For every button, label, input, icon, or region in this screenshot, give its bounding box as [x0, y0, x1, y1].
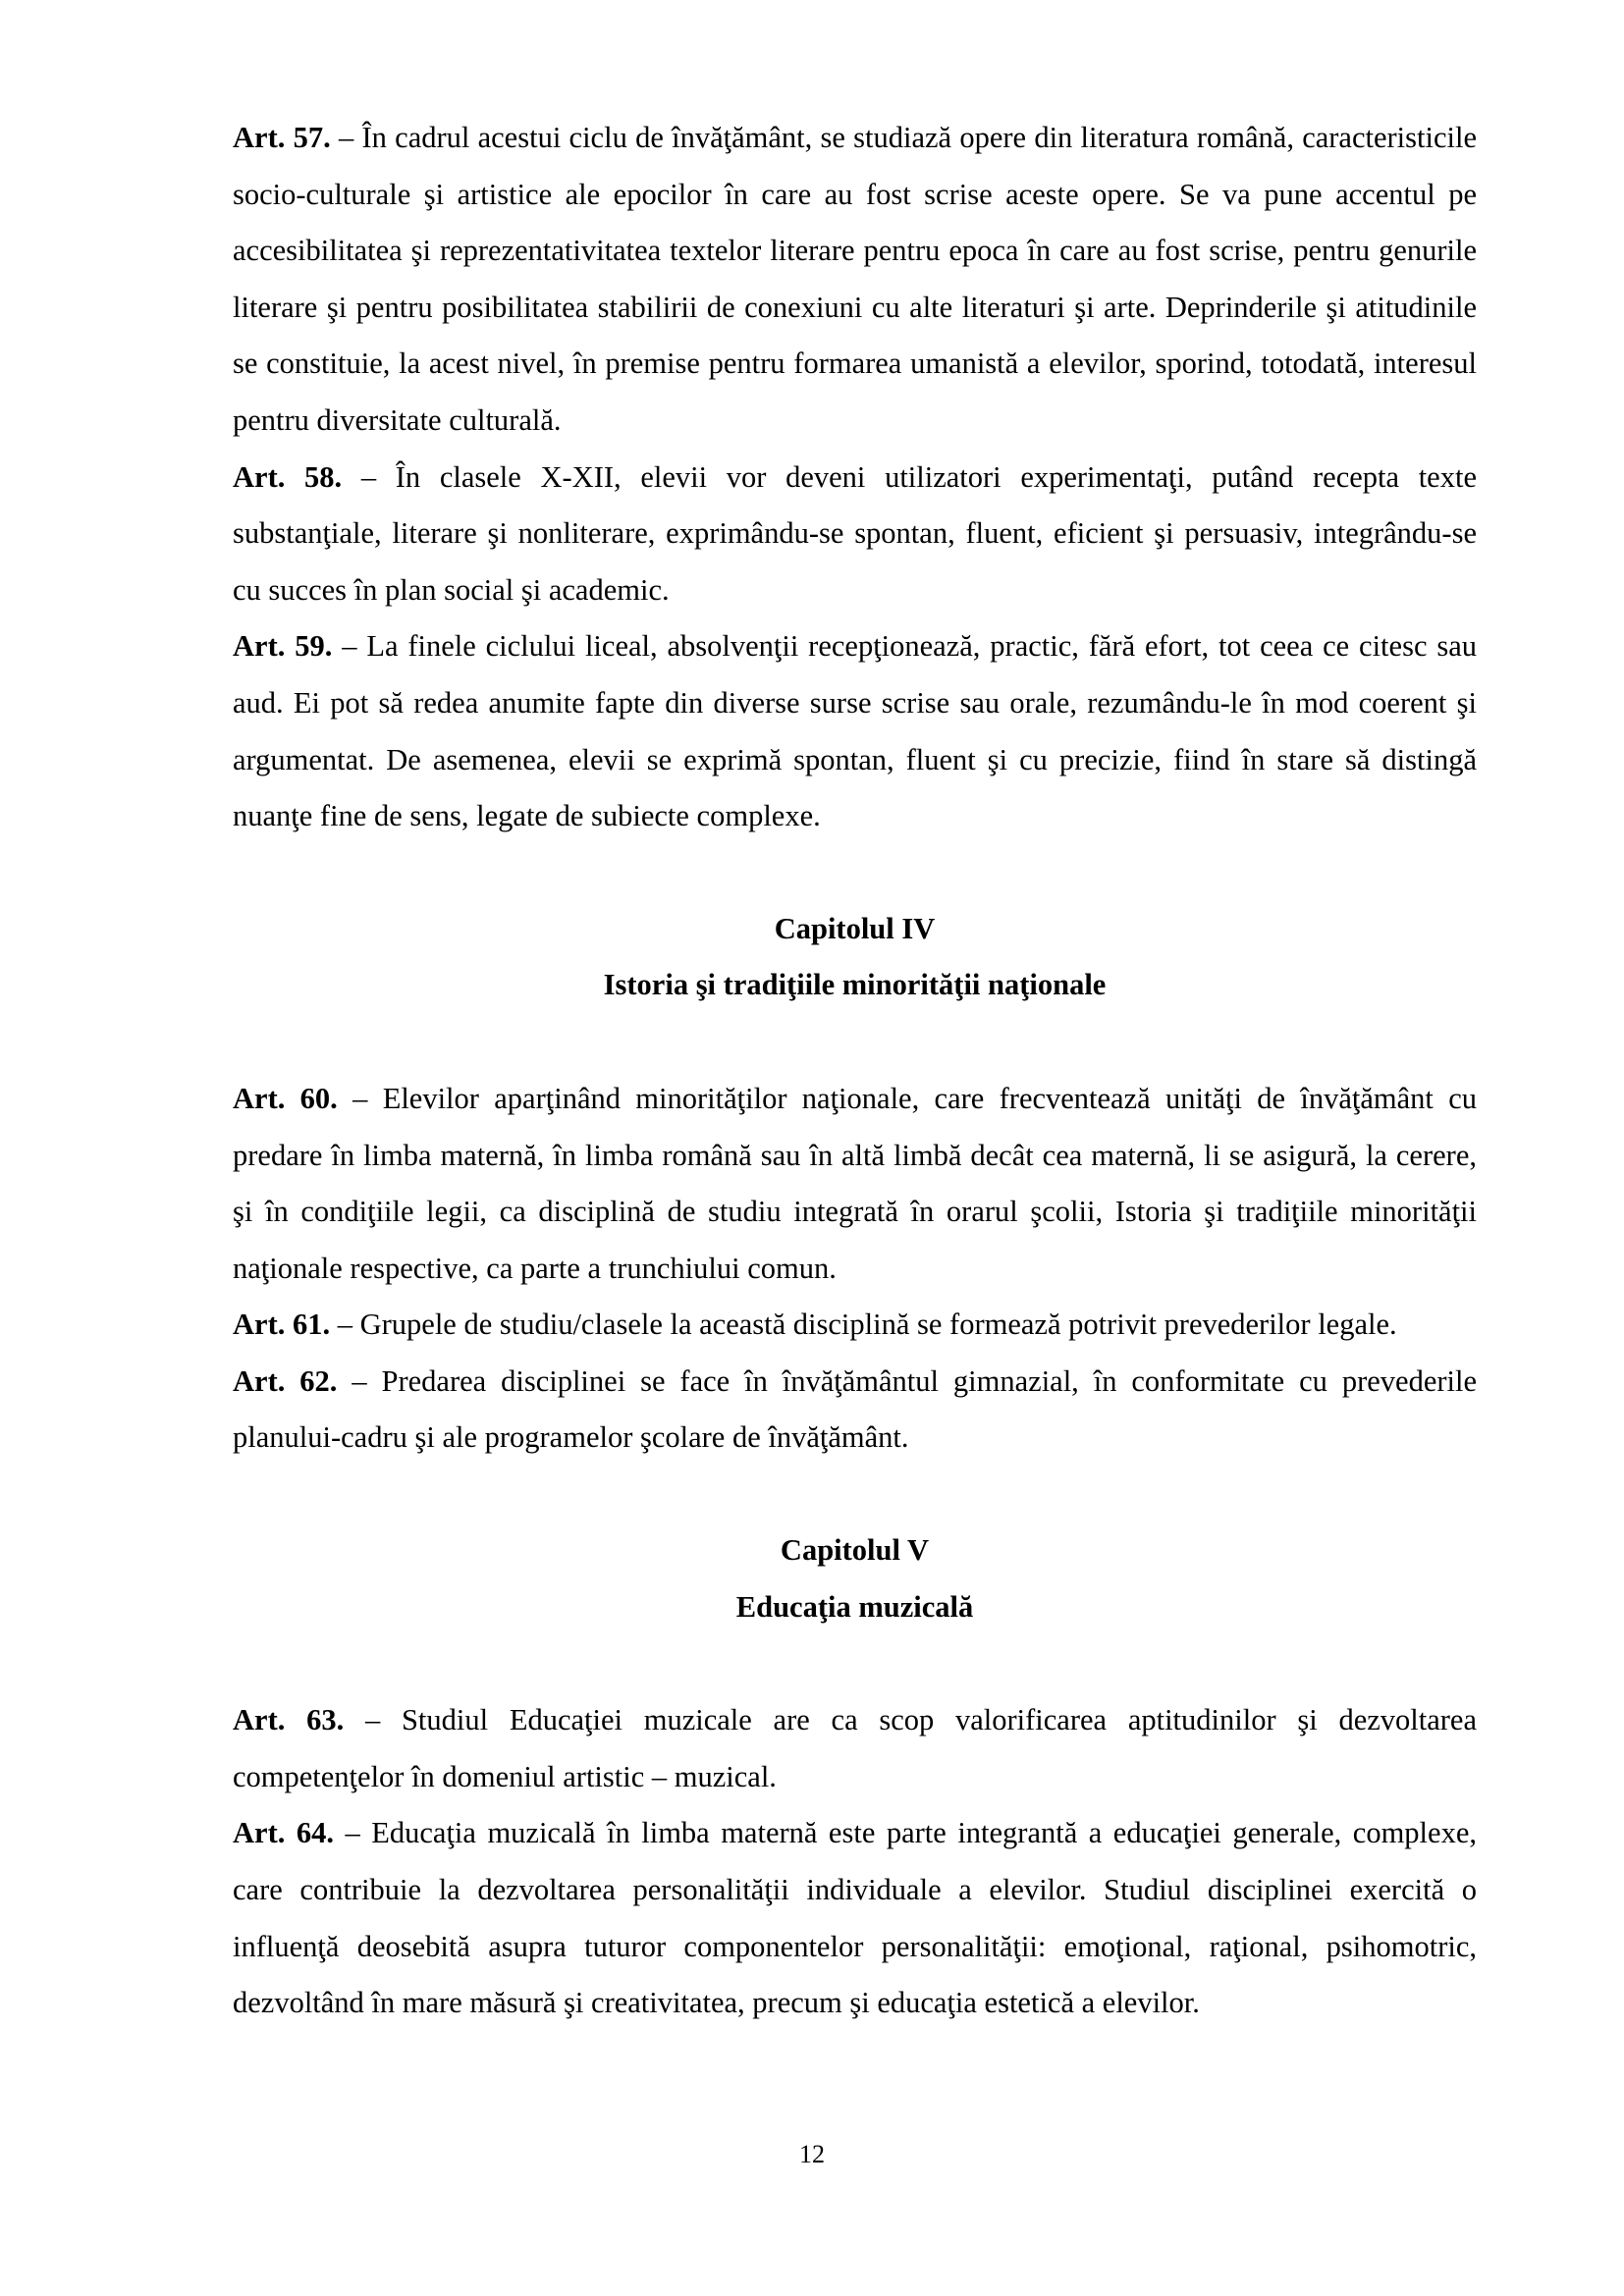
chapter-number: Capitolul IV: [774, 911, 936, 945]
chapter-number: Capitolul V: [780, 1533, 930, 1568]
article-text: – Elevilor aparţinând minorităţilor naţionale, care frecventează unităţi de învăţământ cu predare în limba maternă, în limba română sau în altă limbă decât cea maternă, li se asigură, la cerere, şi în condiţiile legii, ca disciplină de studiu integrată în orarul şcolii, Istoria şi tradiţiile minorităţii naţionale respective, ca parte a trunchiului comun.: [233, 1081, 1477, 1285]
article-text: – Studiul Educaţiei muzicale are ca scop valorificarea aptitudinilor şi dezvoltarea competenţelor în domeniul artistic – muzical.: [233, 1703, 1477, 1793]
article-label: Art. 60.: [233, 1081, 338, 1115]
article-62: [233, 1354, 1477, 1467]
article-text: – În cadrul acestui ciclu de învăţământ, se studiază opere din literatura română, caracteristicile socio-culturale şi artistice ale epocilor în care au fost scrise aceste opere. Se va pune accentul pe accesibilitatea şi reprezentativitatea textelor literare pentru epoca în care au fost scrise, pentru genurile literare şi pentru posibilitatea stabilirii de conexiuni cu alte literaturi şi arte. Deprinderile şi atitudinile se constituie, la acest nivel, în premise pentru formarea umanistă a elevilor, sporind, totodată, interesul pentru diversitate culturală.: [233, 121, 1477, 437]
chapter-iv: [233, 901, 1477, 1467]
article-57: [233, 110, 1477, 450]
article-text: – Educaţia muzicală în limba maternă este parte integrantă a educaţiei generale, complexe, care contribuie la dezvoltarea personalităţii individuale a elevilor. Studiul disciplinei exercită o influenţă deosebită asupra tuturor componentelor personalităţii: emoţional, raţional, psihomotric, dezvoltând în mare măsură şi creativitatea, precum şi educaţia estetică a elevilor.: [233, 1816, 1477, 2020]
article-text: – Predarea disciplinei se face în învăţământul gimnazial, în conformitate cu prevederile planului-cadru şi ale programelor şcolare de învăţământ.: [233, 1363, 1477, 1455]
article-text: – În clasele X-XII, elevii vor deveni utilizatori experimentaţi, putând recepta texte substanţiale, literare şi nonliterare, exprimându-se spontan, fluent, eficient şi persuasiv, integrându-se cu succes în plan social şi academic.: [233, 459, 1477, 607]
chapter-v: [233, 1522, 1477, 2032]
article-label: Art. 63.: [233, 1703, 345, 1737]
article-label: Art. 61.: [233, 1308, 331, 1342]
article-label: Art. 59.: [233, 629, 333, 664]
chapter-title: Educaţia muzicală: [735, 1589, 974, 1624]
page-number: 12: [799, 2140, 825, 2168]
article-label: Art. 58.: [233, 459, 343, 494]
article-text: – Grupele de studiu/clasele la această disciplină se formează potrivit prevederilor legale.: [330, 1308, 1397, 1342]
article-label: Art. 57.: [233, 121, 331, 154]
chapter-title: Istoria şi tradiţiile minorităţii naţionale: [603, 968, 1107, 1002]
section-continuation: [233, 110, 1477, 845]
article-58: [233, 450, 1477, 619]
page-body: [233, 110, 1477, 2032]
article-text: – La finele ciclului liceal, absolvenţii recepţionează, practic, fără efort, tot ceea ce citesc sau aud. Ei pot să redea anumite fapte din diverse surse scrise sau orale, rezumându-le în mod coerent şi argumentat. De asemenea, elevii se exprimă spontan, fluent şi cu precizie, fiind în stare să distingă nuanţe fine de sens, legate de subiecte complexe.: [233, 629, 1477, 833]
article-63: [233, 1692, 1477, 1805]
article-label: Art. 64.: [233, 1816, 334, 1850]
article-59: [233, 618, 1477, 844]
article-61: [233, 1297, 1477, 1354]
article-60: [233, 1071, 1477, 1297]
article-label: Art. 62.: [233, 1363, 338, 1398]
article-64: [233, 1805, 1477, 2031]
